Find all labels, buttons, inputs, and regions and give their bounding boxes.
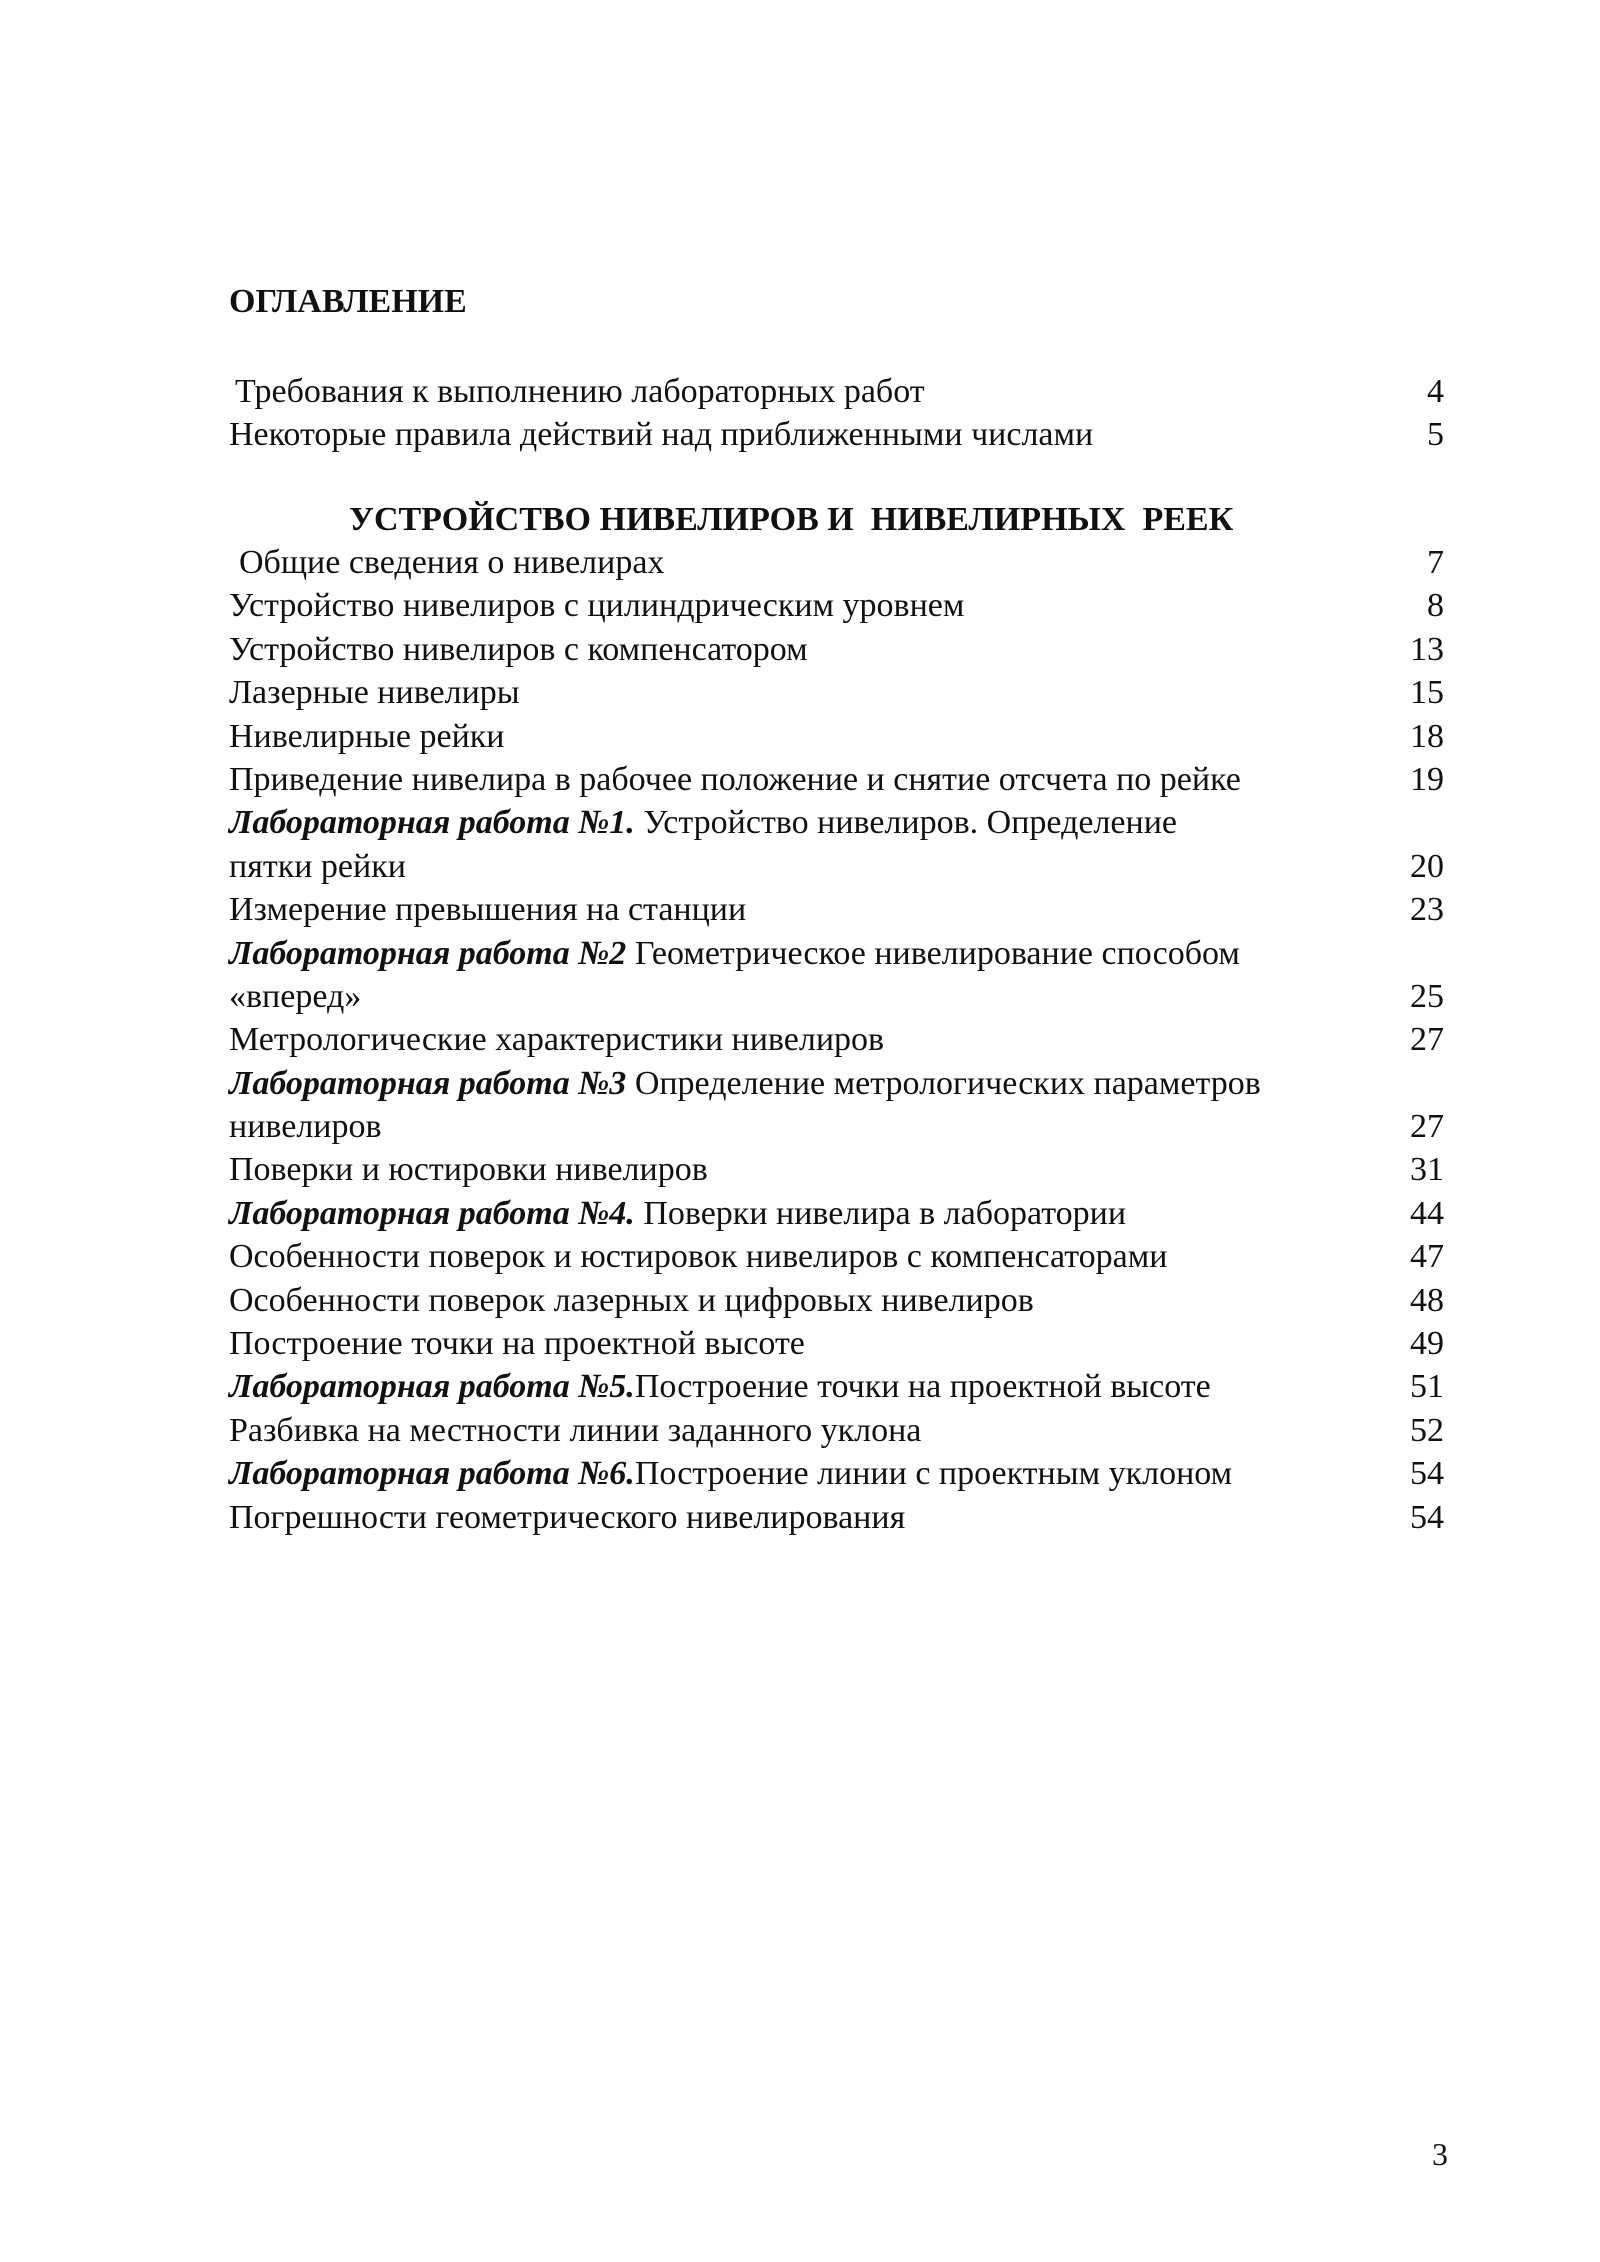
toc-entry-page: 20 [1410,847,1444,885]
toc-entry-title [229,1148,708,1191]
toc-entry-page: 25 [1410,977,1444,1015]
toc-entry-page: 54 [1410,1498,1444,1536]
toc-entry-title [229,801,1177,844]
toc-heading: ОГЛАВЛЕНИЕ [229,283,467,320]
toc-entry-page: 13 [1410,630,1444,668]
toc-entry-page: 18 [1410,717,1444,755]
toc-entry-page: 8 [1427,587,1444,625]
toc-entry-text: пятки рейки [229,847,406,885]
toc-entry-text: Устройство нивелиров с компенсатором [229,630,808,668]
toc-entry-title [229,1279,1034,1322]
toc-entry-text: Особенности поверок лазерных и цифровых нивелиров [229,1281,1034,1319]
toc-entry-title [229,1365,1211,1408]
toc-entry-page: 52 [1410,1411,1444,1449]
toc-entry-title [229,1322,805,1365]
toc-entry-text: Геометрическое нивелирование способом [626,934,1240,972]
lab-work-label: Лабораторная работа №1. [229,804,635,842]
toc-entry-title [239,541,664,584]
toc-entry [229,671,1444,714]
toc-entry-text: Устройство нивелиров с цилиндрическим уровнем [229,587,965,625]
toc-entry-title [229,932,1240,975]
toc-entry-title [229,1452,1232,1495]
toc-entry [229,888,1444,931]
toc-entry-title [229,845,406,888]
toc-entry-title: Требования к выполнению лабораторных работ [235,373,925,410]
lab-work-label: Лабораторная работа №4. [229,1194,635,1232]
toc-entry-page: 54 [1410,1455,1444,1493]
toc-intro-list [229,370,1444,457]
toc-entry-page: 15 [1410,674,1444,712]
toc-entry-text: Измерение превышения на станции [229,891,747,929]
toc-entry-page: 4 [1427,373,1444,410]
toc-entry-text: Лазерные нивелиры [229,674,520,712]
toc-entry-title [229,888,746,931]
toc-entry-text: Общие сведения о нивелирах [239,544,665,581]
toc-entry-page: 47 [1410,1238,1444,1276]
toc-entry-text: Построение точки на проектной высоте [634,1368,1211,1406]
toc-entry-title: Некоторые правила действий над приближенными числами [229,416,1094,454]
toc-entry-text: Поверки и юстировки нивелиров [229,1151,708,1189]
toc-entry-title [229,1062,1261,1105]
toc-entry [229,1105,1444,1148]
toc-entry-title [229,758,1241,801]
section-title: УСТРОЙСТВО НИВЕЛИРОВ И НИВЕЛИРНЫХ РЕЕК [349,501,1234,538]
toc-entry [229,1235,1444,1278]
lab-work-label: Лабораторная работа №2 [229,934,627,972]
toc-entry-page: 27 [1410,1108,1444,1146]
toc-entry [229,1192,1444,1235]
toc-entry-title [229,1496,905,1539]
toc-entry-text: Построение линии с проектным уклоном [634,1455,1233,1493]
toc-entry [229,801,1444,844]
toc-entry-title [229,1409,921,1452]
toc-entry-title [229,628,808,671]
toc-entry-page: 19 [1410,760,1444,798]
toc-entry-text: Построение точки на проектной высоте [229,1325,805,1363]
toc-entry-text: Погрешности геометрического нивелирования [229,1498,906,1536]
toc-entry-text: Устройство нивелиров. Определение [634,804,1178,842]
toc-entry [229,1062,1444,1105]
toc-entry-page: 23 [1410,891,1444,929]
toc-entry [229,975,1444,1018]
toc-entry [229,1322,1444,1365]
lab-work-label: Лабораторная работа №6. [229,1455,635,1493]
toc-entry-text: Разбивка на местности линии заданного уклона [229,1411,922,1449]
toc-entry-text: «вперед» [229,977,362,1015]
toc-entry-page: 27 [1410,1021,1444,1059]
toc-entry-page: 48 [1410,1281,1444,1319]
toc-entry-page: 44 [1410,1194,1444,1232]
toc-entry [229,1018,1444,1061]
toc-entry-page: 7 [1427,544,1444,581]
toc-entry-text: нивелиров [229,1108,382,1146]
toc-entry-title [229,1192,1126,1235]
toc-entry-text: Приведение нивелира в рабочее положение и снятие отсчета по рейке [229,760,1241,798]
toc-main-list [229,541,1444,1539]
toc-entry-title [229,1235,1167,1278]
toc-entry [229,370,1444,413]
toc-entry [229,845,1444,888]
toc-entry-title [229,671,520,714]
toc-entry-text: Поверки нивелира в лаборатории [634,1194,1127,1232]
toc-entry-title [229,715,505,758]
toc-entry [229,413,1444,456]
toc-entry-title [229,1105,382,1148]
toc-entry [229,1496,1444,1539]
toc-entry-page: 51 [1410,1368,1444,1406]
toc-entry [229,1409,1444,1452]
toc-entry [229,932,1444,975]
toc-entry [229,584,1444,627]
page-number: 3 [1432,2136,1448,2172]
toc-entry-page: 5 [1427,416,1444,454]
toc-entry-text: Особенности поверок и юстировок нивелиров с компенсаторами [229,1238,1168,1276]
lab-work-label: Лабораторная работа №5. [229,1368,635,1406]
toc-entry [229,758,1444,801]
lab-work-label: Лабораторная работа №3 [229,1064,627,1102]
toc-entry-page: 31 [1410,1151,1444,1189]
toc-entry [229,1365,1444,1408]
toc-entry-text: Определение метрологических параметров [626,1064,1261,1102]
toc-entry [229,1148,1444,1191]
toc-entry [229,541,1444,584]
toc-entry-title [229,584,964,627]
toc-entry-page: 49 [1410,1325,1444,1363]
toc-entry [229,1279,1444,1322]
toc-entry [229,1452,1444,1495]
toc-entry [229,628,1444,671]
toc-entry [229,715,1444,758]
toc-entry-title [229,1018,884,1061]
toc-entry-text: Метрологические характеристики нивелиров [229,1021,885,1059]
toc-entry-title [229,975,361,1018]
toc-entry-text: Нивелирные рейки [229,717,505,755]
